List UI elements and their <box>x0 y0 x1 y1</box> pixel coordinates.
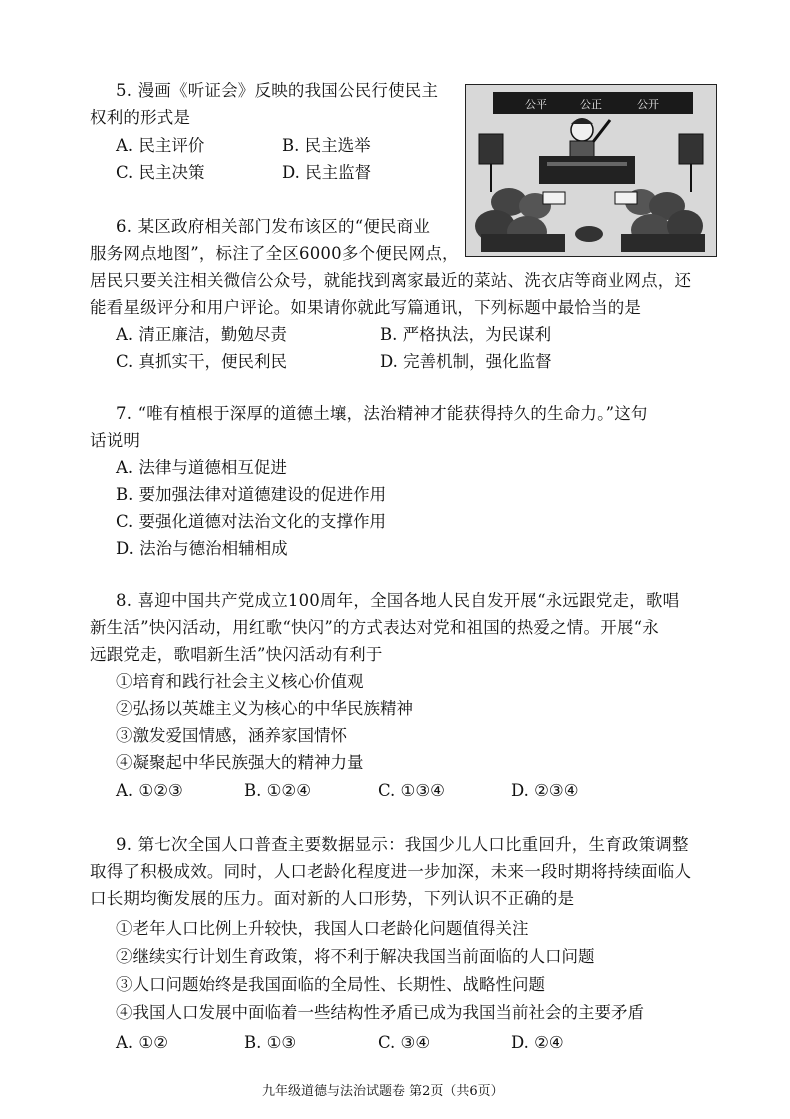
q9-option-d: D. ②④ <box>511 1033 564 1052</box>
q8-option-a: A. ①②③ <box>116 781 183 800</box>
q8-item-4: ④凝聚起中华民族强大的精神力量 <box>116 753 364 772</box>
q6-stem-line-1: 6. 某区政府相关部门发布该区的“便民商业 <box>116 217 431 236</box>
q6-stem-line-4: 能看星级评分和用户评论。如果请你就此写篇通讯，下列标题中最恰当的是 <box>90 298 642 317</box>
q7-option-d: D. 法治与德治相辅相成 <box>116 539 288 558</box>
q6-option-a: A. 清正廉洁，勤勉尽责 <box>116 325 287 344</box>
q5-option-a: A. 民主评价 <box>116 136 205 155</box>
q8-option-d: D. ②③④ <box>511 781 579 800</box>
q8-stem-line-1: 8. 喜迎中国共产党成立100周年，全国各地人民自发开展“永远跟党走，歌唱 <box>116 591 680 610</box>
page-footer: 九年级道德与法治试题卷 第2页（共6页） <box>262 1084 504 1099</box>
q7-option-c: C. 要强化道德对法治文化的支撑作用 <box>116 512 387 531</box>
q9-item-3: ③人口问题始终是我国面临的全局性、长期性、战略性问题 <box>116 975 545 994</box>
q6-option-b: B. 严格执法，为民谋利 <box>380 325 552 344</box>
q7-stem-line-1: 7. “唯有植根于深厚的道德土壤，法治精神才能获得持久的生命力。”这句 <box>116 404 648 423</box>
q7-option-a: A. 法律与道德相互促进 <box>116 458 287 477</box>
q6-stem-line-2: 服务网点地图”，标注了全区6000多个便民网点， <box>90 244 459 263</box>
q9-option-c: C. ③④ <box>378 1033 431 1052</box>
q8-stem-line-3: 远跟党走，歌唱新生活”快闪活动有利于 <box>90 645 383 664</box>
q5-option-c: C. 民主决策 <box>116 163 205 182</box>
q7-stem-line-2: 话说明 <box>90 431 141 450</box>
hearing-cartoon-image <box>465 84 717 257</box>
q9-stem-line-3: 口长期均衡发展的压力。面对新的人口形势，下列认识不正确的是 <box>90 889 575 908</box>
q9-option-a: A. ①② <box>116 1033 168 1052</box>
q8-item-3: ③激发爱国情感，涵养家国情怀 <box>116 726 347 745</box>
q9-item-2: ②继续实行计划生育政策，将不利于解决我国当前面临的人口问题 <box>116 947 595 966</box>
q6-option-d: D. 完善机制，强化监督 <box>380 352 552 371</box>
q9-stem-line-1: 9. 第七次全国人口普查主要数据显示：我国少儿人口比重回升，生育政策调整 <box>116 835 689 854</box>
q8-option-b: B. ①②④ <box>244 781 311 800</box>
q6-stem-line-3: 居民只要关注相关微信公众号，就能找到离家最近的菜站、洗衣店等商业网点，还 <box>90 271 692 290</box>
q9-item-1: ①老年人口比例上升较快，我国人口老龄化问题值得关注 <box>116 919 529 938</box>
q8-option-c: C. ①③④ <box>378 781 445 800</box>
banner-text-1: 公平 <box>525 98 547 111</box>
q8-item-2: ②弘扬以英雄主义为核心的中华民族精神 <box>116 699 413 718</box>
banner-text-3: 公开 <box>637 98 659 111</box>
q5-option-d: D. 民主监督 <box>282 163 372 182</box>
q9-stem-line-2: 取得了积极成效。同时，人口老龄化程度进一步加深，未来一段时期将持续面临人 <box>90 862 692 881</box>
q6-option-c: C. 真抓实干，便民利民 <box>116 352 288 371</box>
q9-item-4: ④我国人口发展中面临着一些结构性矛盾已成为我国当前社会的主要矛盾 <box>116 1003 644 1022</box>
q5-option-b: B. 民主选举 <box>282 136 371 155</box>
q5-stem-line-2: 权利的形式是 <box>90 108 191 127</box>
q8-stem-line-2: 新生活”快闪活动，用红歌“快闪”的方式表达对党和祖国的热爱之情。开展“永 <box>90 618 659 637</box>
q8-item-1: ①培育和践行社会主义核心价值观 <box>116 672 364 691</box>
q5-stem-line-1: 5. 漫画《听证会》反映的我国公民行使民主 <box>116 81 439 100</box>
q7-option-b: B. 要加强法律对道德建设的促进作用 <box>116 485 387 504</box>
banner-text-2: 公正 <box>580 98 602 111</box>
q9-option-b: B. ①③ <box>244 1033 297 1052</box>
